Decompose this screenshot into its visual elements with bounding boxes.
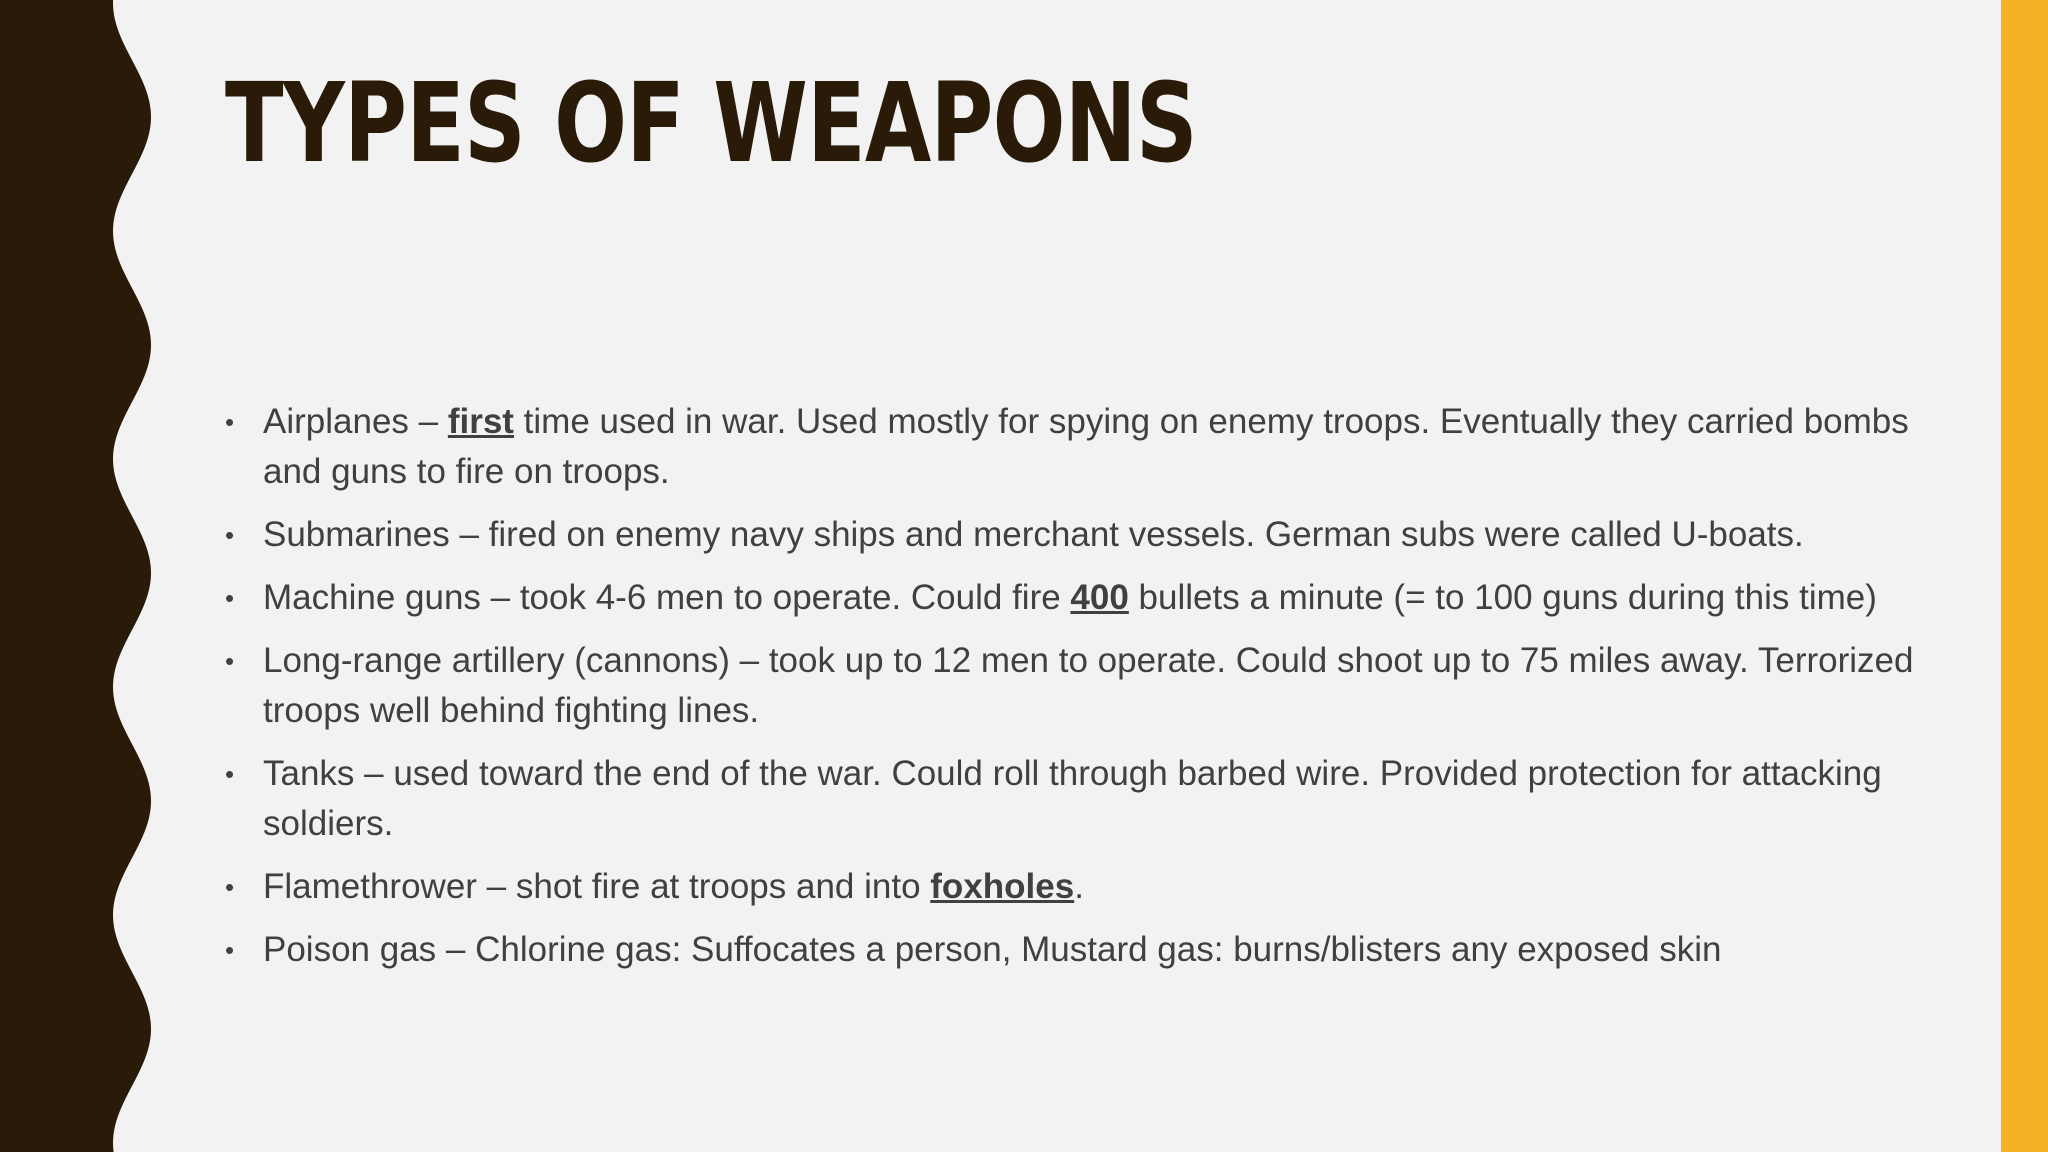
bullet-item-airplanes xyxy=(225,397,1925,497)
bullet-emphasis: foxholes xyxy=(930,867,1075,906)
bullet-dot: • xyxy=(225,759,235,789)
bullet-text-rest: time used in war. Used mostly for spying on enemy troops. Eventually they carried bombs and guns to fire on troops. xyxy=(263,402,1909,491)
bullet-text: Tanks – used toward the end of the war. Could roll through barbed wire. Provided protection for attacking soldiers. xyxy=(263,754,1882,843)
bullet-text: Long-range artillery (cannons) – took up to 12 men to operate. Could shoot up to 75 miles away. Terrorized troops well behind fighting lines. xyxy=(263,641,1914,730)
bullet-text: Airplanes – xyxy=(263,402,448,441)
bullet-text: Flamethrower – shot fire at troops and into xyxy=(263,867,931,906)
slide-title: TYPES OF WEAPONS xyxy=(225,59,1197,187)
bullet-item-artillery xyxy=(225,636,1925,736)
bullet-item-machine-guns xyxy=(225,573,1925,623)
bullet-dot: • xyxy=(225,935,235,965)
bullet-dot: • xyxy=(225,407,235,437)
bullet-text-rest: bullets a minute (= to 100 guns during this time) xyxy=(1128,578,1877,617)
bullet-text: Poison gas – Chlorine gas: Suffocates a person, Mustard gas: burns/blisters any exposed skin xyxy=(263,930,1722,969)
bullet-emphasis: 400 xyxy=(1070,578,1129,617)
wavy-left-band xyxy=(0,0,160,1152)
bullet-dot: • xyxy=(225,646,235,676)
bullet-dot: • xyxy=(225,872,235,902)
bullet-item-submarines xyxy=(225,510,1925,560)
bullet-list xyxy=(225,397,1925,988)
bullet-dot: • xyxy=(225,520,235,550)
wavy-left-band-shape xyxy=(0,0,151,1152)
bullet-text: Machine guns – took 4-6 men to operate. Could fire xyxy=(263,578,1071,617)
bullet-item-tanks xyxy=(225,749,1925,849)
bullet-text: Submarines – fired on enemy navy ships and merchant vessels. German subs were called U-boats. xyxy=(263,515,1804,554)
bullet-emphasis: first xyxy=(447,402,514,441)
right-accent-bar xyxy=(2001,0,2048,1152)
bullet-dot: • xyxy=(225,583,235,613)
bullet-item-poison-gas xyxy=(225,925,1925,975)
bullet-text-rest: . xyxy=(1074,867,1084,906)
bullet-item-flamethrower xyxy=(225,862,1925,912)
